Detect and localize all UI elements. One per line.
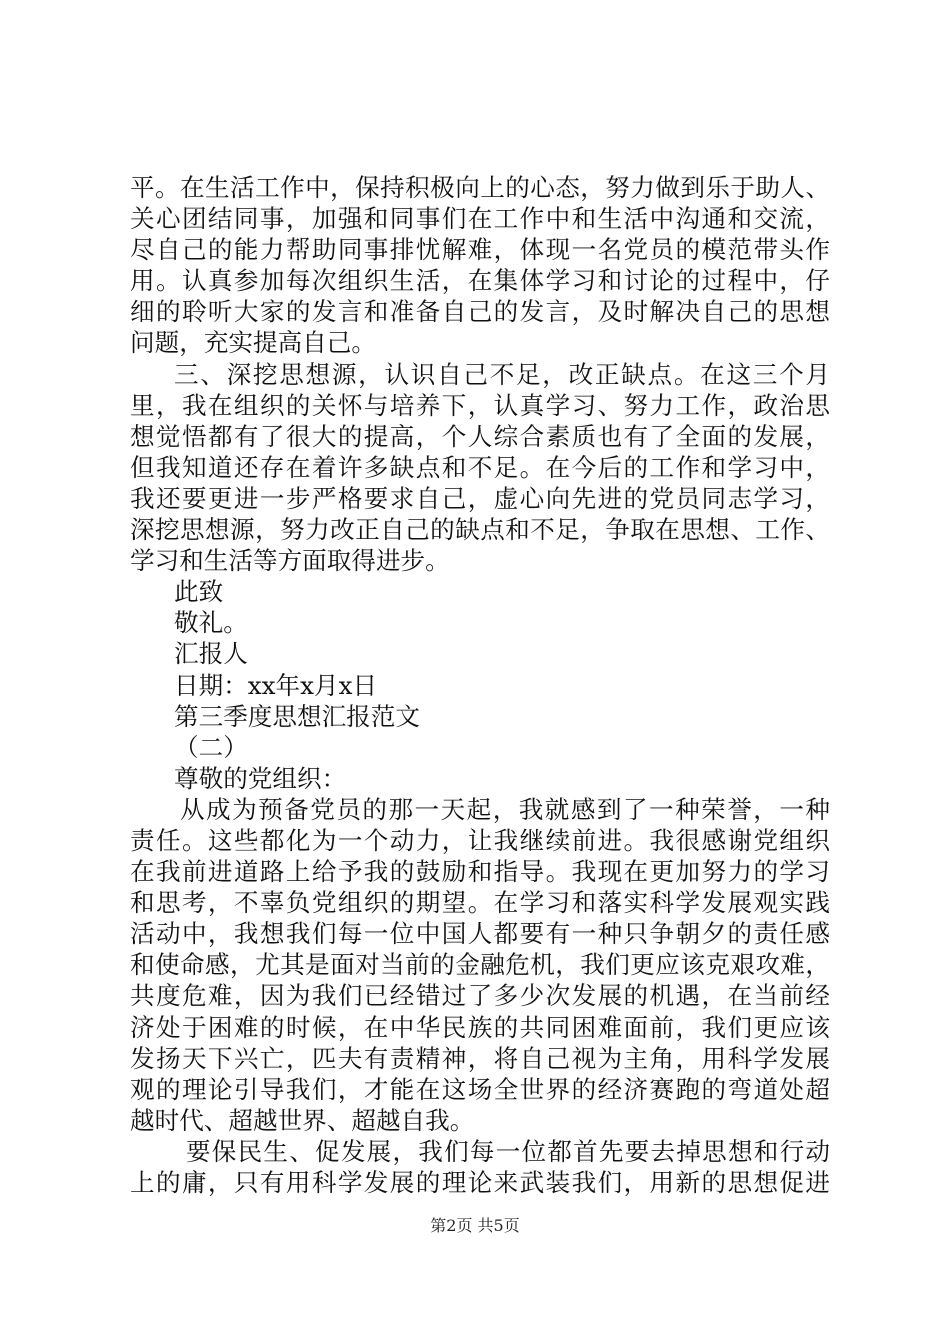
salutation-line: 敬礼。 <box>174 608 248 638</box>
text-line: 平。在生活工作中，保持积极向上的心态，努力做到乐于助人、 <box>130 173 830 202</box>
text-line: 但我知道还存在着许多缺点和不足。在今后的工作和学习中， <box>130 452 830 482</box>
text-line: 和思考，不辜负党组织的期望。在学习和落实科学发展观实践 <box>130 888 830 918</box>
text-line: 活动中，我想我们每一位中国人都要有一种只争朝夕的责任感 <box>130 919 830 949</box>
date-line: 日期：xx年x月x日 <box>174 670 378 700</box>
text-line: 从成为预备党员的那一天起，我就感到了一种荣誉，一种 <box>180 794 830 824</box>
text-line: 要保民生、促发展，我们每一位都首先要去掉思想和行动 <box>186 1136 830 1166</box>
text-line: 学习和生活等方面取得进步。 <box>130 546 450 576</box>
page-number-footer: 第2页 共5页 <box>430 1216 520 1235</box>
text-line: 尽自己的能力帮助同事排忧解难，体现一名党员的模范带头作 <box>130 235 830 265</box>
section-heading-line: 三、深挖思想源，认识自己不足，改正缺点。在这三个月 <box>174 359 830 389</box>
text-line: 关心团结同事，加强和同事们在工作中和生活中沟通和交流， <box>130 204 830 234</box>
text-line: 我还要更进一步严格要求自己，虚心向先进的党员同志学习， <box>130 483 830 513</box>
document-body <box>130 172 830 1198</box>
text-line: 里，我在组织的关怀与培养下，认真学习、努力工作，政治思 <box>130 390 830 420</box>
document-title: 第三季度思想汇报范文 <box>174 701 420 731</box>
text-line: 上的庸，只有用科学发展的理论来武装我们，用新的思想促进 <box>130 1168 830 1197</box>
closing-line: 此致 <box>174 577 224 607</box>
text-line: 细的聆听大家的发言和准备自己的发言，及时解决自己的思想 <box>130 297 830 327</box>
text-line: 深挖思想源，努力改正自己的缺点和不足，争取在思想、工作、 <box>130 515 830 545</box>
text-line: 用。认真参加每次组织生活，在集体学习和讨论的过程中，仔 <box>130 266 830 296</box>
text-line: 发扬天下兴亡，匹夫有责精神，将自己视为主角，用科学发展 <box>130 1043 830 1073</box>
text-line: 和使命感，尤其是面对当前的金融危机，我们更应该克艰攻难， <box>130 950 830 980</box>
text-line: 责任。这些都化为一个动力，让我继续前进。我很感谢党组织 <box>130 825 830 855</box>
text-line: 济处于困难的时候，在中华民族的共同困难面前，我们更应该 <box>130 1012 830 1042</box>
reporter-line: 汇报人 <box>174 639 248 669</box>
text-line: 共度危难，因为我们已经错过了多少次发展的机遇，在当前经 <box>130 981 830 1011</box>
greeting-line: 尊敬的党组织： <box>174 763 347 793</box>
text-line: 在我前进道路上给予我的鼓励和指导。我现在更加努力的学习 <box>130 857 830 887</box>
text-line: 越时代、超越世界、超越自我。 <box>130 1105 475 1135</box>
text-line: 观的理论引导我们，才能在这场全世界的经济赛跑的弯道处超 <box>130 1074 830 1104</box>
text-line: 想觉悟都有了很大的提高，个人综合素质也有了全面的发展， <box>130 421 830 451</box>
text-line: 问题，充实提高自己。 <box>130 328 376 358</box>
document-subtitle: （二） <box>174 732 248 762</box>
